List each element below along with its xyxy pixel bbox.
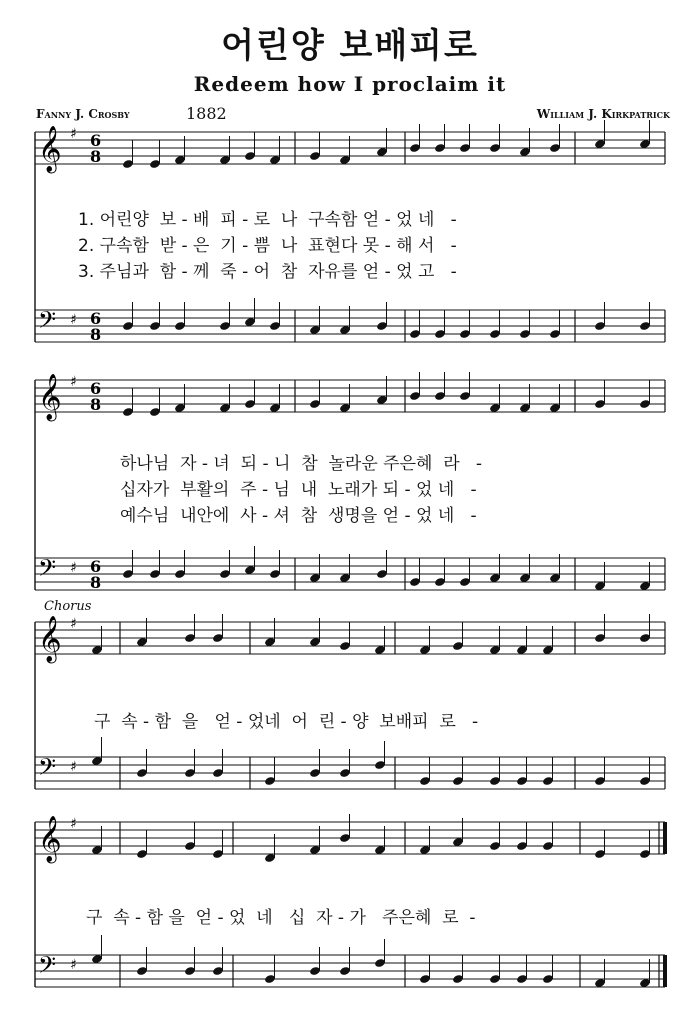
sharp-icon: ♯ (70, 560, 77, 576)
hymn-title: 어린양 보배피로 (221, 26, 479, 66)
verse-1-line-2: 하나님 자 - 녀 되 - 니 참 놀라운 주은혜 라 - (120, 454, 483, 474)
sharp-icon: ♯ (70, 759, 77, 775)
bass-clef: 𝄢 (38, 753, 57, 786)
verse-3-line-1: 3. 주님과 함 - 께 죽 - 어 참 자유를 얻 - 었 고 - (78, 262, 457, 282)
treble-clef: 𝄞 (38, 374, 62, 420)
time-signature-bottom: 8 (90, 325, 102, 344)
composer-credit: William J. Kirkpatrick (536, 107, 670, 121)
sharp-icon: ♯ (70, 126, 77, 142)
time-signature-top: 6 (90, 379, 102, 398)
verse-1-line-1: 1. 어린양 보 - 배 피 - 로 나 구속함 얻 - 었 네 - (78, 210, 457, 230)
time-signature-bottom: 8 (90, 395, 102, 414)
chorus-lyric-line-1: 구 속 - 함 을 얻 - 었네 어 린 - 양 보배피 로 - (94, 712, 479, 732)
treble-clef: 𝄞 (38, 126, 62, 172)
time-signature-top: 6 (90, 309, 102, 328)
verse-2-line-2: 십자가 부활의 주 - 님 내 노래가 되 - 었 네 - (120, 480, 477, 500)
bass-clef: 𝄢 (38, 306, 57, 339)
time-signature-top: 6 (90, 131, 102, 150)
bass-clef: 𝄢 (38, 951, 57, 984)
sharp-icon: ♯ (70, 616, 77, 632)
hymn-subtitle: Redeem how I proclaim it (193, 72, 507, 96)
verse-3-line-2: 예수님 내안에 사 - 셔 참 생명을 얻 - 었 네 - (120, 506, 477, 526)
treble-clef: 𝄞 (38, 816, 62, 862)
sharp-icon: ♯ (70, 816, 77, 832)
verse-2-line-1: 2. 구속함 받 - 은 기 - 쁨 나 표현다 못 - 해 서 - (78, 236, 457, 256)
chorus-label: Chorus (44, 599, 92, 614)
lyricist-credit: Fanny J. Crosby (36, 107, 130, 121)
bass-clef: 𝄢 (38, 554, 57, 587)
sharp-icon: ♯ (70, 957, 77, 973)
time-signature-top: 6 (90, 557, 102, 576)
chorus-lyric-line-2: 구 속 - 함 을 얻 - 었 네 십 자 - 가 주은혜 로 - (86, 908, 476, 928)
time-signature-bottom: 8 (90, 573, 102, 592)
time-signature-bottom: 8 (90, 147, 102, 166)
treble-clef: 𝄞 (38, 616, 62, 662)
sharp-icon: ♯ (70, 312, 77, 328)
sharp-icon: ♯ (70, 374, 77, 390)
year-credit: 1882 (186, 104, 227, 123)
